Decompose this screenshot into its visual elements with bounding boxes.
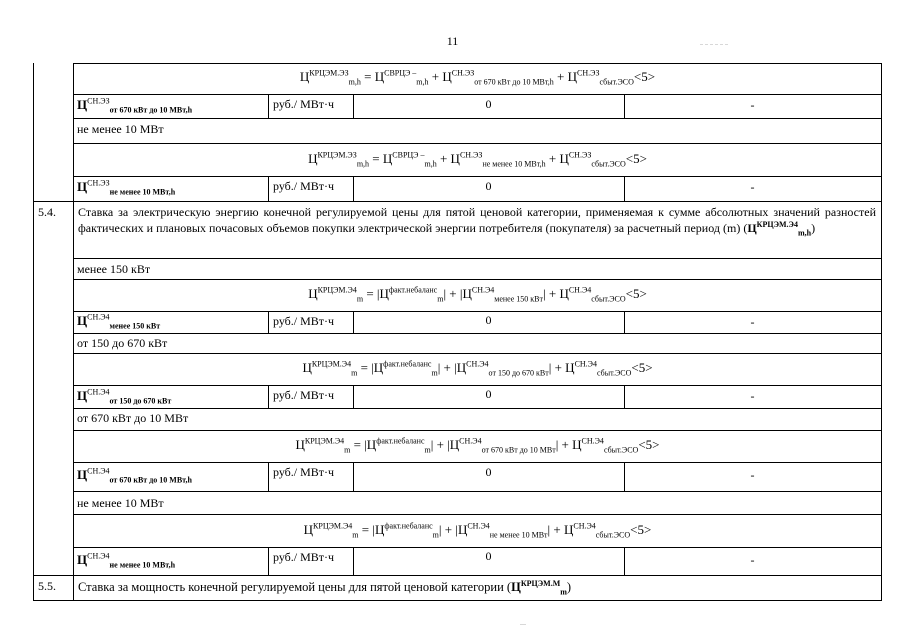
rate-symbol-e4-lt150: $Ц^{СН.Э4}_{менее 150 кВт}$ <box>77 312 161 331</box>
row-divider <box>33 575 882 576</box>
unit-label: руб./ МВт·ч <box>273 179 335 193</box>
row-divider <box>73 94 882 95</box>
rate-symbol-ez-ge10: $Ц^{СН.ЭЗ}_{не менее 10 МВт,h}$ <box>77 178 176 197</box>
row-divider <box>73 333 882 334</box>
rate-value-dash: - <box>750 315 755 329</box>
col-divider <box>268 311 269 333</box>
range-heading: не менее 10 МВт <box>77 122 164 136</box>
col-divider <box>268 94 269 118</box>
row-divider <box>33 600 882 601</box>
row-divider <box>73 258 882 259</box>
rate-symbol-ez-670-10: $Ц^{СН.ЭЗ}_{от 670 кВт до 10 МВт,h}$ <box>77 96 193 115</box>
col-divider <box>268 547 269 575</box>
col-divider <box>268 385 269 408</box>
rate-value-dash: - <box>750 98 755 112</box>
rate-value: 0 <box>485 97 492 111</box>
rate-symbol-e4-150-670: $Ц^{СН.Э4}_{от 150 до 670 кВт}$ <box>77 387 172 406</box>
row-divider <box>73 491 882 492</box>
unit-label: руб./ МВт·ч <box>273 97 335 111</box>
scan-artifact <box>520 624 526 625</box>
formula-krcem-e4-150-670: $Ц^{КРЦЭМ.Э4}_m = |Ц^{факт.небаланс}_m| + |Ц^{СН.Э4}_{от 150 до 670 кВт}| + Ц^{СН.Э4}_{сбыт.ЭСО}<5>$ <box>302 359 653 378</box>
row-divider <box>73 385 882 386</box>
row-divider <box>73 311 882 312</box>
range-heading: менее 150 кВт <box>77 262 151 276</box>
rate-symbol-e4-ge10: $Ц^{СН.Э4}_{не менее 10 МВт,h}$ <box>77 551 176 570</box>
row-divider <box>73 547 882 548</box>
rate-value: 0 <box>485 313 492 327</box>
unit-label: руб./ МВт·ч <box>273 550 335 564</box>
section-number: 5.5. <box>38 579 56 593</box>
page-number: 11 <box>446 34 459 48</box>
section-number: 5.4. <box>38 205 56 219</box>
row-divider <box>73 143 882 144</box>
rate-value: 0 <box>485 179 492 193</box>
row-divider <box>73 462 882 463</box>
formula-krcem-e4-ge10: $Ц^{КРЦЭМ.Э4}_m = |Ц^{факт.небаланс}_m| + |Ц^{СН.Э4}_{не менее 10 МВт}| + Ц^{СН.Э4}_{сбыт.ЭСО}<5>$ <box>303 521 652 540</box>
unit-label: руб./ МВт·ч <box>273 388 335 402</box>
formula-krcem-ez-ge10: $Ц^{КРЦЭМ.ЭЗ}_{m,h} = Ц^{СВРЦЭ -}_{m,h} + Ц^{СН.ЭЗ}_{не менее 10 МВт,h} + Ц^{СН.ЭЗ}_{сбыт.ЭСО}<5>$ <box>308 150 647 169</box>
row-divider <box>73 408 882 409</box>
rate-value-dash: - <box>750 468 755 482</box>
row-divider <box>73 118 882 119</box>
range-heading: не менее 10 МВт <box>77 496 164 510</box>
col-divider <box>268 176 269 201</box>
row-divider <box>73 63 882 64</box>
rate-value: 0 <box>485 465 492 479</box>
row-divider <box>73 353 882 354</box>
rate-symbol-e4-670-10: $Ц^{СН.Э4}_{от 670 кВт до 10 МВт,h}$ <box>77 466 192 485</box>
formula-krcem-e4-670-10: $Ц^{КРЦЭМ.Э4}_m = |Ц^{факт.небаланс}_m| + |Ц^{СН.Э4}_{от 670 кВт до 10 МВт}| + Ц^{СН.Э4}_{сбыт.ЭСО}<5>$ <box>295 436 660 455</box>
col-divider <box>73 63 74 601</box>
rate-value: 0 <box>485 549 492 563</box>
row-divider <box>73 176 882 177</box>
col-divider <box>881 63 882 601</box>
section-text-5-5: Ставка за мощность конечной регулируемой цены для пятой ценовой категории $(Ц^{КРЦЭМ.М}_m)$ <box>78 578 572 597</box>
unit-label: руб./ МВт·ч <box>273 314 335 328</box>
section-text-5-4: Ставка за электрическую энергию конечной регулируемой цены для пятой ценовой категории, применяемая к сумме абсолютных значений разностей фактических и плановых почасовых объемов покупки электрической энергии потребителя (покупателя) за расчетный период (m) $(Ц^{КРЦЭМ.Э4}_{m,h})$ <box>78 205 876 238</box>
row-divider <box>73 279 882 280</box>
rate-value: 0 <box>485 387 492 401</box>
rate-value-dash: - <box>750 389 755 403</box>
row-divider <box>33 201 882 202</box>
scan-artifact <box>700 44 728 45</box>
unit-label: руб./ МВт·ч <box>273 465 335 479</box>
rate-value-dash: - <box>750 180 755 194</box>
rate-value-dash: - <box>750 553 755 567</box>
range-heading: от 670 кВт до 10 МВт <box>77 411 189 425</box>
row-divider <box>73 514 882 515</box>
col-divider <box>268 462 269 491</box>
tariff-table <box>33 63 882 601</box>
formula-krcem-ez-670-10: $Ц^{КРЦЭМ.ЭЗ}_{m,h} = Ц^{СВРЦЭ -}_{m,h} + Ц^{СН.ЭЗ}_{от 670 кВт до 10 МВт,h} + Ц^{СН.ЭЗ}_{сбыт.ЭСО}<5>$ <box>299 68 656 87</box>
row-divider <box>73 430 882 431</box>
formula-krcem-e4-lt150: $Ц^{КРЦЭМ.Э4}_m = |Ц^{факт.небаланс}_m| + |Ц^{СН.Э4}_{менее 150 кВт}| + Ц^{СН.Э4}_{сбыт.ЭСО}<5>$ <box>308 285 647 304</box>
col-divider <box>33 63 34 601</box>
range-heading: от 150 до 670 кВт <box>77 336 168 350</box>
